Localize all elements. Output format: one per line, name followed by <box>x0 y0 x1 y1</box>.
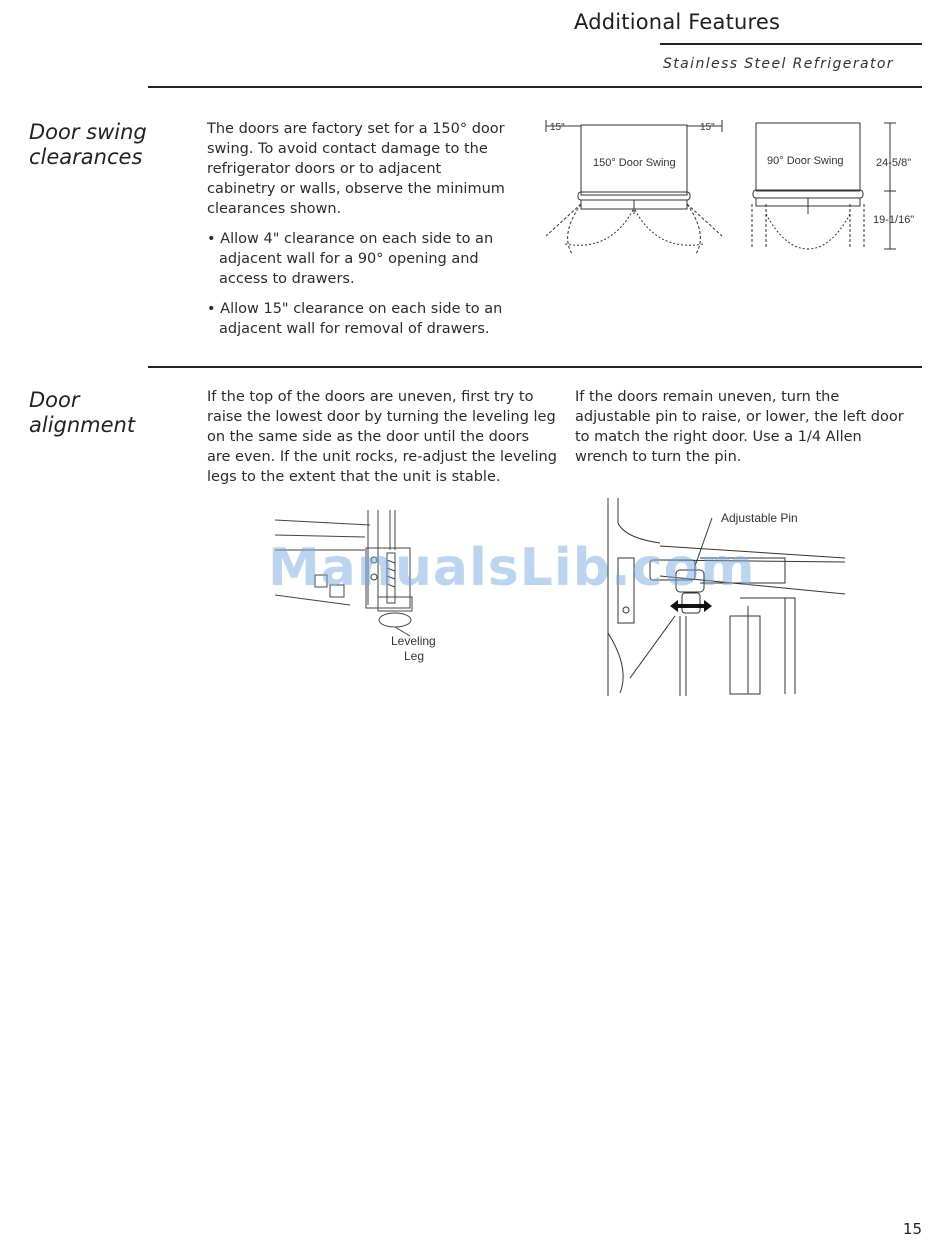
door-alignment-heading-line2: alignment <box>29 413 136 437</box>
door-swing-heading <box>29 120 147 170</box>
page-number: 15 <box>902 1220 922 1238</box>
door-swing-intro: The doors are factory set for a 150° door swing. To avoid contact damage to the refrigerator doors or to adjacent cabinetry or walls, observe the minimum clearances shown. <box>207 121 505 217</box>
swing-90-label: 90° Door Swing <box>767 155 844 167</box>
door-alignment-text-col1: If the top of the doors are uneven, first try to raise the lowest door by turning the leveling leg on the same side as the door until the doors are even. If the unit rocks, re-adjust the leveling legs to the extent that the unit is stable. <box>207 389 557 485</box>
door-alignment-heading <box>29 388 135 438</box>
leveling-foot <box>379 613 411 627</box>
dim-bottom-label: 19-1/16" <box>873 214 915 226</box>
leveling-leg-label-2: Leg <box>404 649 425 663</box>
door-edge <box>730 616 760 694</box>
adjustable-pin-label: Adjustable Pin <box>721 511 798 525</box>
clearance-left-label: 15" <box>550 122 565 133</box>
door-swing-bullet-1: • Allow 4" clearance on each side to an adjacent wall for a 90° opening and access to drawers. <box>207 231 494 287</box>
watermark: ManualsLib.com <box>268 538 756 598</box>
door-alignment-heading-line1: Door <box>29 388 80 412</box>
door-swing-heading-line1: Door swing <box>29 120 147 144</box>
header-divider <box>660 43 922 45</box>
adjustable-pin-figure <box>600 498 850 698</box>
door-swing-text <box>207 119 507 349</box>
leveling-leg-label-1: Leveling <box>391 634 436 648</box>
clearance-right-label: 15" <box>700 122 715 133</box>
dim-top-label: 24-5/8" <box>876 157 912 169</box>
door-swing-bullet-2: • Allow 15" clearance on each side to an adjacent wall for removal of drawers. <box>207 301 503 337</box>
page-section-title: Additional Features <box>574 10 781 34</box>
section-divider-top <box>148 86 922 88</box>
rotation-arrow-icon <box>670 600 712 612</box>
swing-150-label: 150° Door Swing <box>593 157 676 169</box>
page-subtitle: Stainless Steel Refrigerator <box>663 56 894 72</box>
door-swing-heading-line2: clearances <box>29 145 143 169</box>
section-divider-middle <box>148 366 922 368</box>
door-alignment-text-col2: If the doors remain uneven, turn the adjustable pin to raise, or lower, the left door to match the right door. Use a 1/4 Allen wrench to turn the pin. <box>575 389 904 465</box>
door-swing-diagram <box>540 114 925 259</box>
